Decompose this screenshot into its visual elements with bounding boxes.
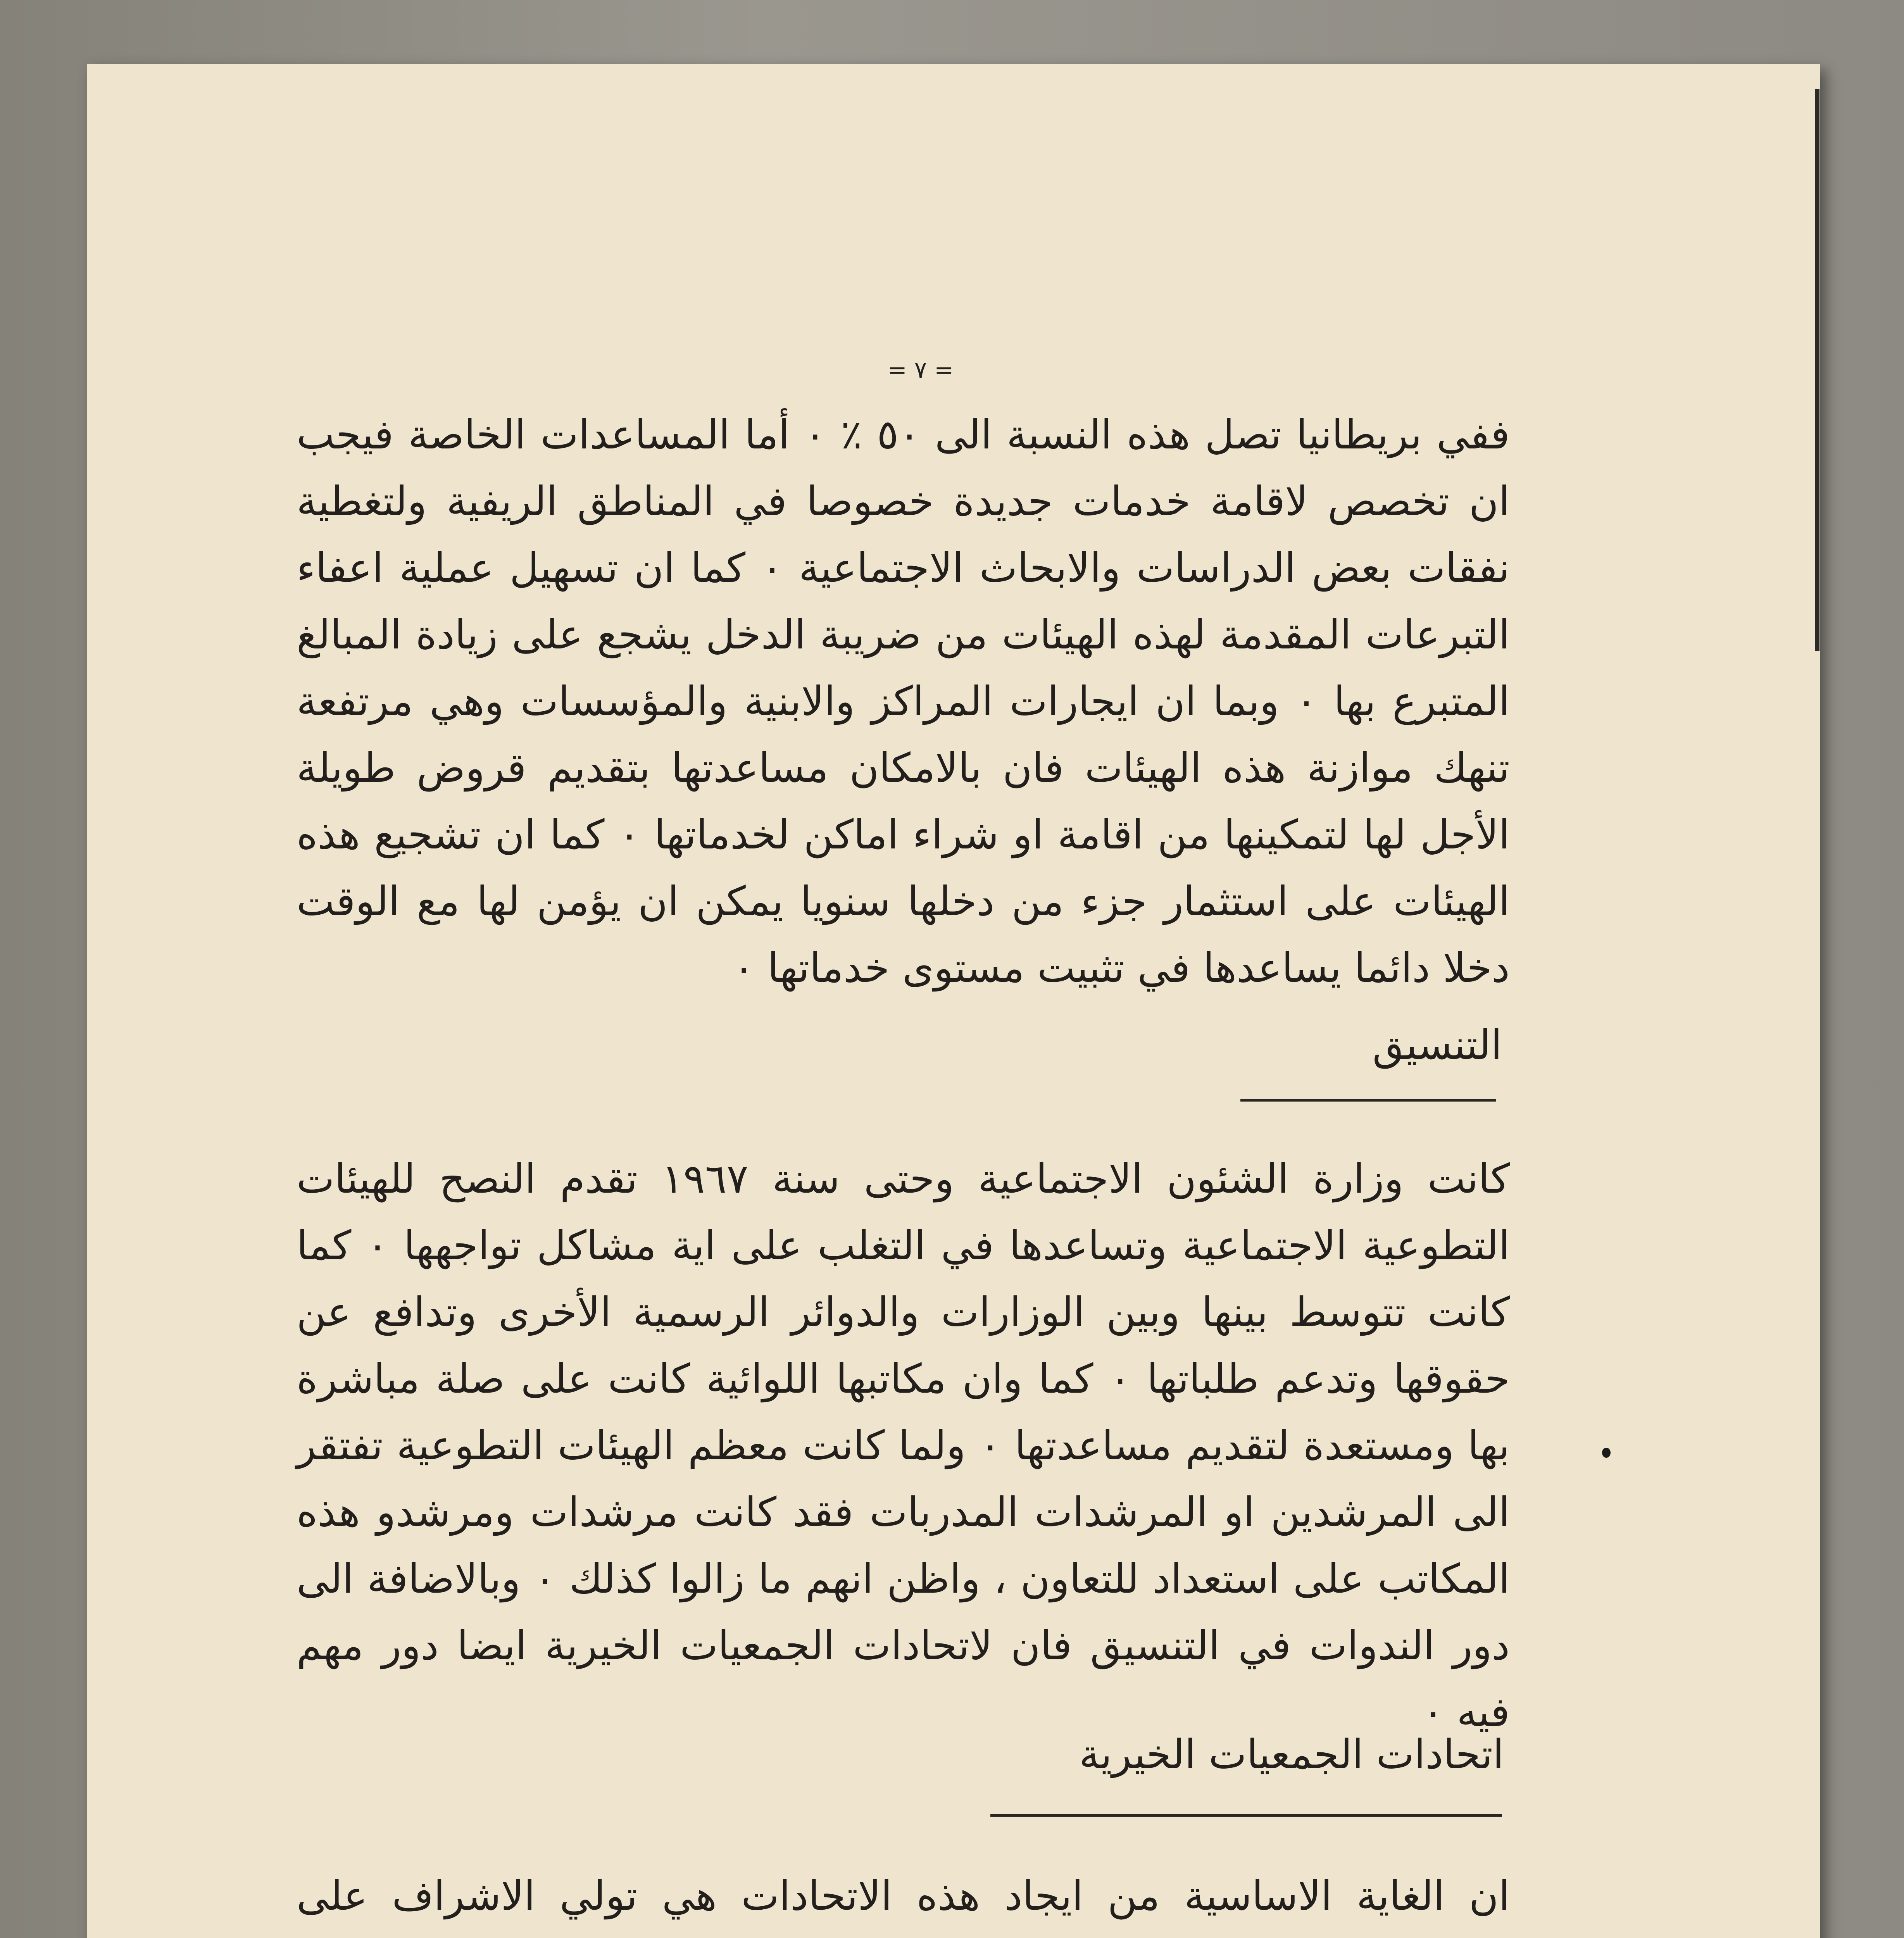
paragraph-coordination: كانت وزارة الشئون الاجتماعية وحتى سنة ١٩٦٧ تقدم النصح للهيئات التطوعية الاجتماعية وتساعدها في التغلب على اية مشاكل تواجهها ٠ كما كانت تتوسط بينها وبين الوزارات والدوائر الرسمية الأخرى وتدافع عن حقوقها وتدعم طلباتها ٠ كما وان مكاتبها اللوائية كانت على صلة مباشرة بها ومستعدة لتقديم مساعدتها ٠ ولما كانت معظم الهيئات التطوعية تفتقر الى المرشدين او المرشدات المدربات فقد كانت مرشدات ومرشدو هذه المكاتب على استعداد للتعاون ، واظن انهم ما زالوا كذلك ٠ وبالاضافة الى دور الندوات في التنسيق فان لاتحادات الجمعيات الخيرية ايضا دور مهم فيه ٠ (297, 1155, 1510, 1736)
heading-underline (990, 1814, 1502, 1817)
heading-underline (1240, 1099, 1496, 1102)
page-number: = ٧ = (887, 357, 954, 384)
document-page (87, 64, 1820, 1938)
paper-edge-shadow (1815, 89, 1819, 651)
section-heading-charity-unions: اتحادات الجمعيات الخيرية (1079, 1731, 1504, 1778)
paragraph-funding: ففي بريطانيا تصل هذه النسبة الى ٥٠ ٪ ٠ أما المساعدات الخاصة فيجب ان تخصص لاقامة خدمات جديدة خصوصا في المناطق الريفية ولتغطية نفقات بعض الدراسات والابحاث الاجتماعية ٠ كما ان تسهيل عملية اعفاء التبرعات المقدمة لهذه الهيئات من ضريبة الدخل يشجع على زيادة المبالغ المتبرع بها ٠ وبما ان ايجارات المراكز والابنية والمؤسسات وهي مرتفعة تنهك موازنة هذه الهيئات فان بالامكان مساعدتها بتقديم قروض طويلة الأجل لها لتمكينها من اقامة او شراء اماكن لخدماتها ٠ كما ان تشجيع هذه الهيئات على استثمار جزء من دخلها سنويا يمكن ان يؤمن لها مع الوقت دخلا دائما يساعدها في تثبيت مستوى خدماتها ٠ (297, 411, 1510, 991)
paragraph-charity-unions: ان الغاية الاساسية من ايجاد هذه الاتحادات هي تولي الاشراف على (297, 1872, 1510, 1919)
ink-spot (1602, 1448, 1611, 1458)
section-heading-coordination: التنسيق (1372, 1021, 1502, 1069)
